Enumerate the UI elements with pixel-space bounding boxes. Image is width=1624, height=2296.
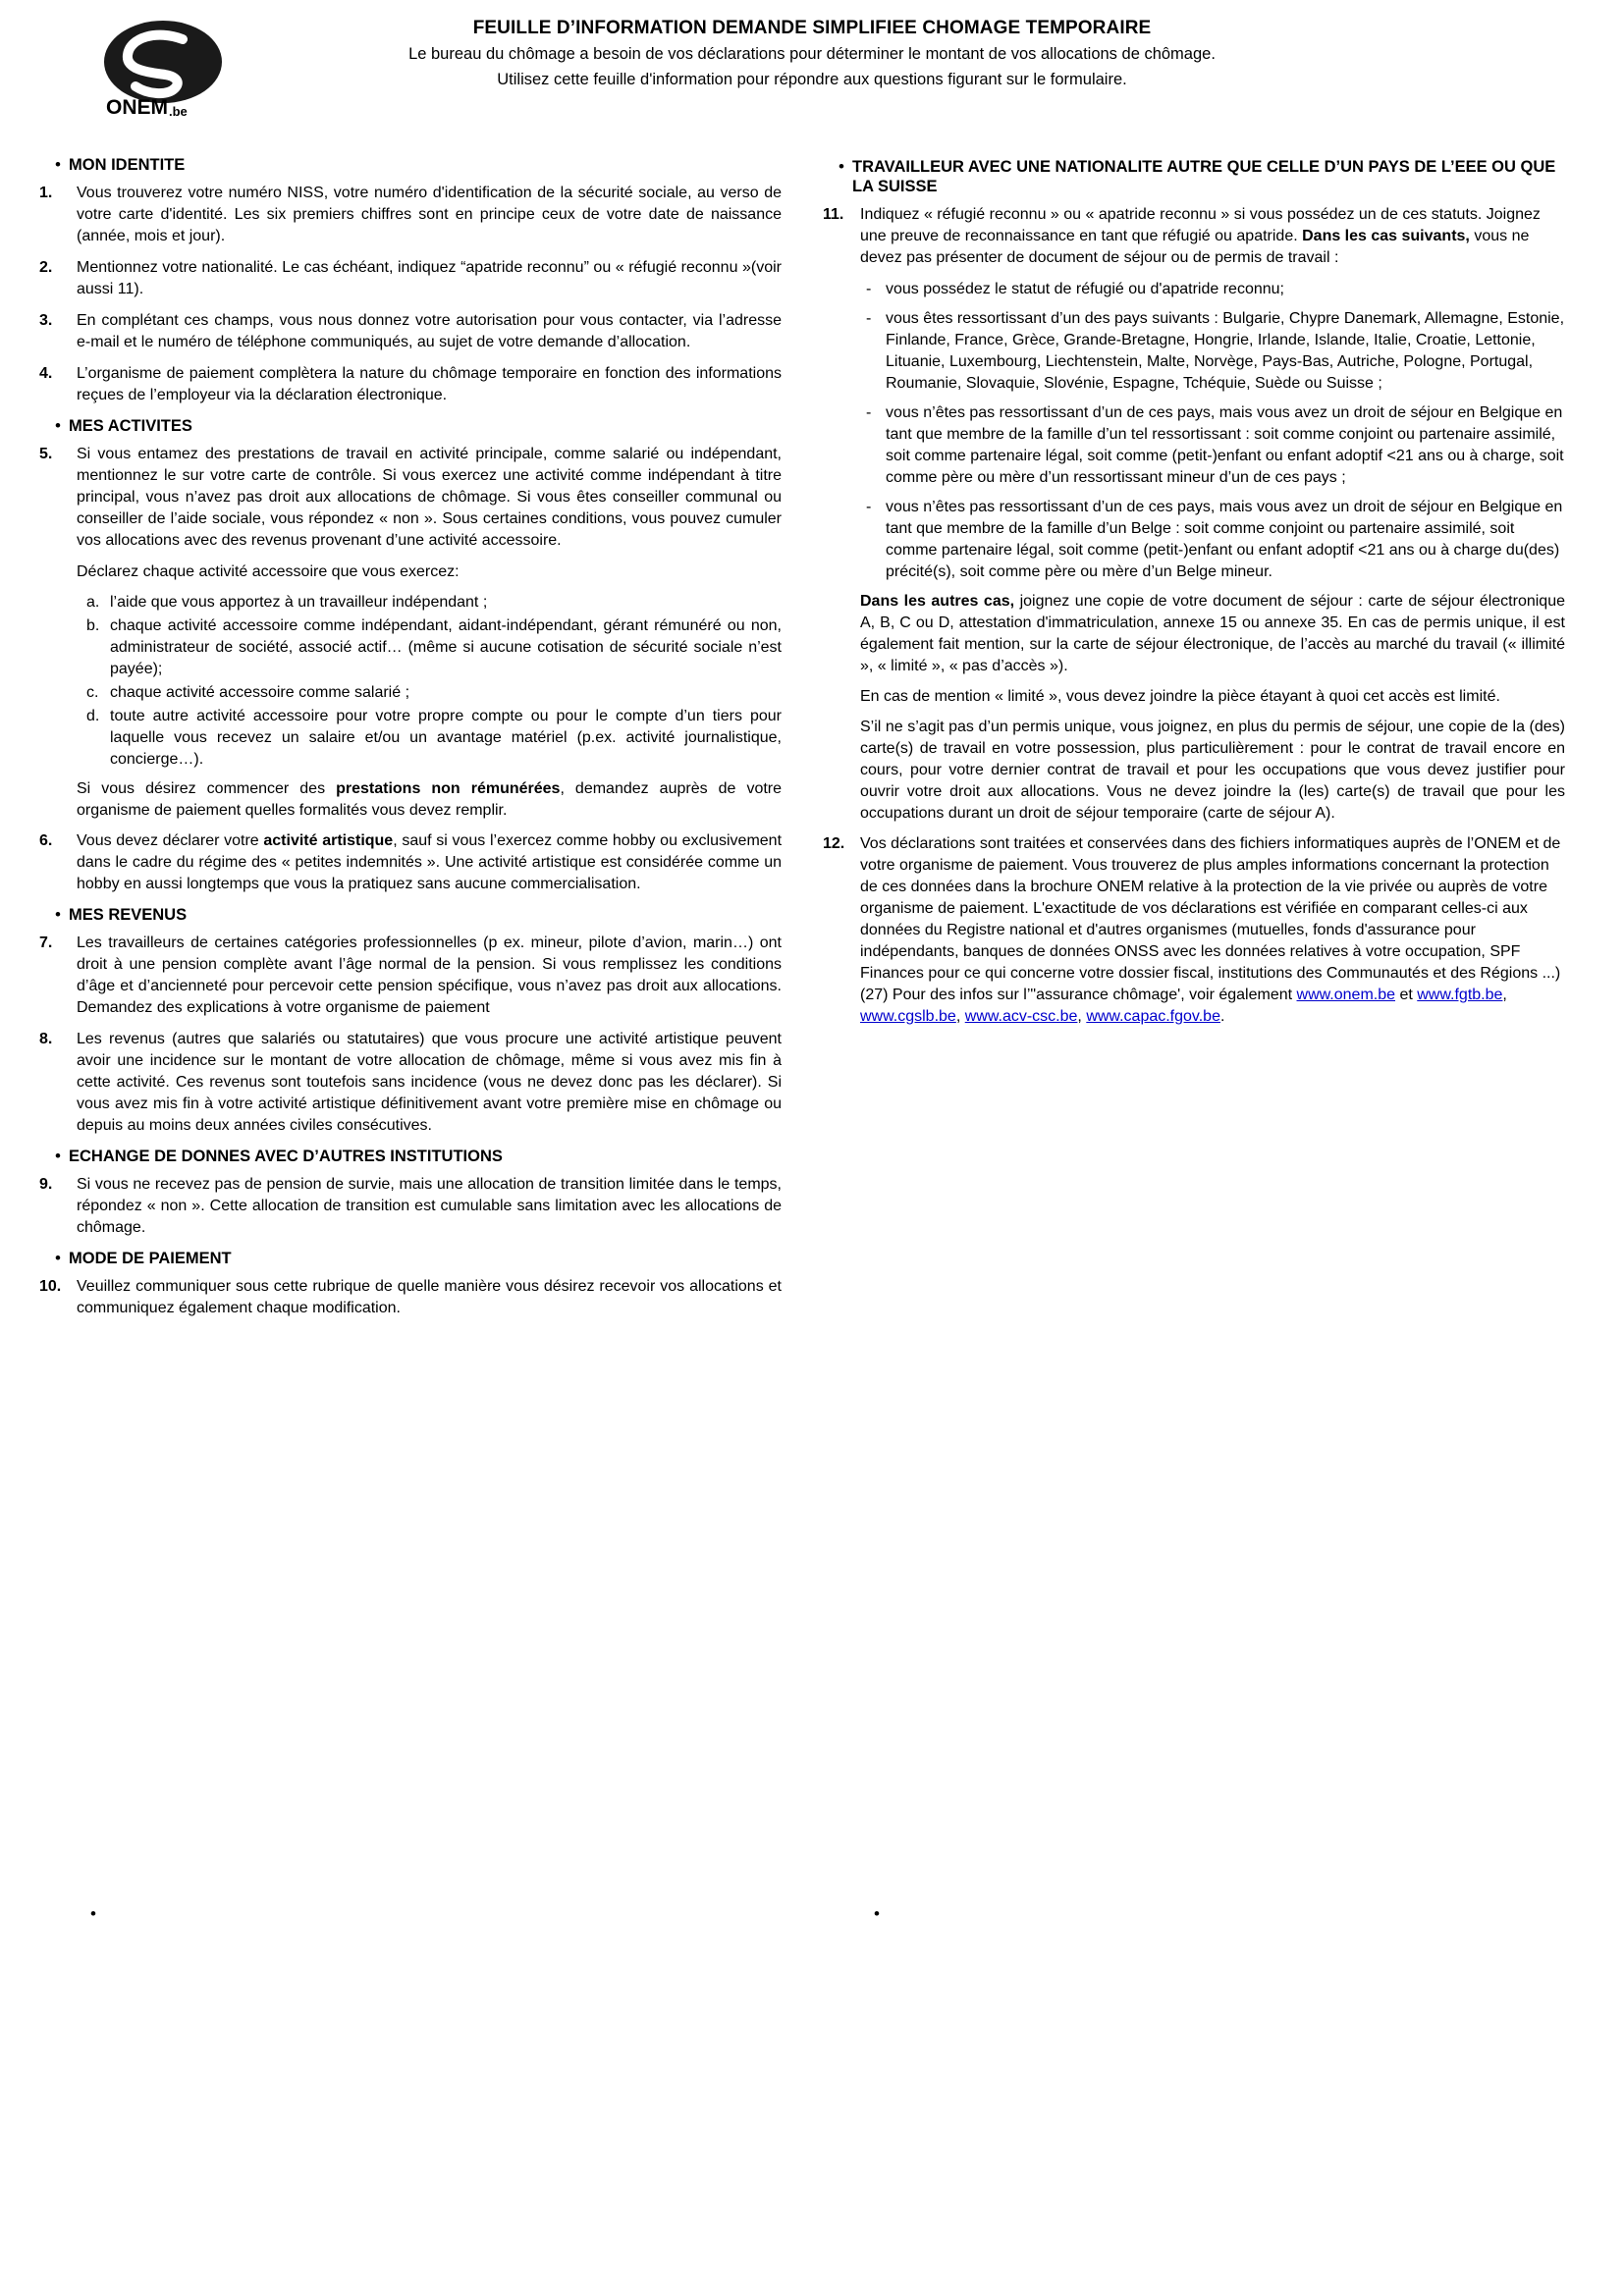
item5-tail-part1: Si vous désirez commencer des (77, 780, 337, 797)
right-column (817, 145, 1565, 1329)
item-number: 12. (823, 835, 845, 852)
section-heading-activities (33, 416, 782, 436)
svg-text:.be: .be (169, 104, 188, 119)
bullet-icon: • (55, 1147, 61, 1165)
section-activities-label: MES ACTIVITES (69, 417, 192, 435)
section-identity-label: MON IDENTITE (69, 156, 186, 174)
item11-dashlist (817, 279, 1565, 583)
list-item (77, 615, 782, 680)
footer-bullet-left: • (90, 1904, 96, 1923)
item-number: 10. (39, 1278, 62, 1295)
sep-4: . (1219, 1008, 1225, 1025)
list-item (33, 310, 782, 353)
header-subtitle-2: Utilisez cette feuille d'information pour répondre aux questions figurant sur le formulaire. (497, 71, 1127, 88)
item5-intro: Déclarez chaque activité accessoire que vous exercez: (77, 563, 460, 580)
section-revenus-label: MES REVENUS (69, 906, 188, 924)
dash-bullet: - (866, 310, 872, 327)
item5-tail (33, 778, 782, 822)
item-text: vous possédez le statut de réfugié ou d'apatride reconnu; (886, 281, 1284, 297)
item-text (77, 830, 782, 895)
list-item (33, 444, 782, 552)
dash-bullet: - (866, 499, 872, 515)
item-text: Si vous entamez des prestations de travail en activité principale, comme salarié ou indépendant, mentionnez le sur votre carte de contrôle. Si vous exercez une activité comme indépendant à titre principal, vous n’avez pas droit aux allocations de chômage. Si vous êtes conseiller communal ou conseiller de l’aide sociale, vous répondez « non ». Sous certaines conditions, vous pouvez cumuler vos allocations avec des revenus provenant d’une activité accessoire. (77, 446, 782, 549)
link-acv-csc[interactable]: www.acv-csc.be (964, 1008, 1078, 1025)
footer-bullets (33, 1904, 1591, 1924)
section-paiement-label: MODE DE PAIEMENT (69, 1250, 232, 1267)
para-permis-unique: S’il ne s’agit pas d’un permis unique, vous joignez, en plus du permis de séjour, une copie de la (des) carte(s) de travail en votre possession, plus particulièrement : pour le contrat de travail encore en cours, pour votre dernier contrat de travail et pour les occupations que vous devez justifier pour ouvrir votre droit aux allocations. Vous ne devez joindre la (les) carte(s) de travail que pour les occupations durant un droit de séjour temporaire (carte de séjour A). (860, 719, 1565, 822)
item-text: Vous trouverez votre numéro NISS, votre numéro d'identification de la sécurité sociale, au verso de votre carte d'identité. Les six premiers chiffres sont en principe ceux de votre date de naissance (année, mois et jour). (77, 185, 782, 244)
item-text: vous n’êtes pas ressortissant d’un de ces pays, mais vous avez un droit de séjour en Belgique en tant que membre de la famille d’un Belge : soit comme conjoint ou partenaire assimilé, soit comme partenaire légal, soit comme (petit-)enfant ou enfant adoptif <21 ans ou à charge du(des) précité(s), soit comme père ou mère d’un Belge mineur. (886, 499, 1563, 580)
header-subtitle-1: Le bureau du chômage a besoin de vos déclarations pour déterminer le montant de vos allocations de chômage. (408, 45, 1216, 63)
para-autres-bold: Dans les autres cas, (860, 593, 1015, 610)
item6-part1: Vous devez déclarer votre (77, 832, 264, 849)
item-text: Les travailleurs de certaines catégories professionnelles (p ex. mineur, pilote d’avion, marin…) ont droit à une pension complète avant l’âge normal de la pension. Si vous remplissez les conditions d’âge et d’ancienneté pour percevoir cette pension spécifique, vous n’avez pas droit aux allocations. Demandez des explications à votre organisme de paiement (77, 934, 782, 1016)
item11-part1: Indiquez « réfugié reconnu » ou « apatride reconnu » si vous possédez un de ces statuts. Joignez une preuve de reconnaissance en tant que réfugié ou apatride. (860, 206, 1541, 244)
item-label: d. (86, 708, 100, 724)
section-heading-paiement (33, 1249, 782, 1268)
dash-bullet: - (866, 404, 872, 421)
item-text (860, 833, 1565, 1028)
list-item (33, 933, 782, 1019)
dash-bullet: - (866, 281, 872, 297)
list-item (860, 402, 1565, 489)
list-item (860, 308, 1565, 395)
list-item (33, 830, 782, 895)
item-label: c. (86, 684, 99, 701)
item-text: Veuillez communiquer sous cette rubrique de quelle manière vous désirez recevoir vos allocations et communiquez également chaque modification. (77, 1278, 782, 1316)
bullet-icon: • (55, 416, 61, 435)
item5-tail-part2: , demandez auprès de votre organisme de paiement quelles formalités vous devez remplir. (77, 780, 783, 819)
item-number: 1. (39, 185, 53, 201)
list-item (817, 833, 1565, 1028)
item-text: En complétant ces champs, vous nous donnez votre autorisation pour vous contacter, via l’adresse e-mail et le numéro de téléphone communiqués, au sujet de votre demande d’allocation. (77, 312, 782, 350)
para-limite: En cas de mention « limité », vous devez joindre la pièce étayant à quoi cet accès est limité. (860, 688, 1500, 705)
item-number: 11. (823, 206, 844, 223)
item5-sublist (33, 592, 782, 771)
content-columns (33, 145, 1591, 1329)
item-text: Les revenus (autres que salariés ou statutaires) que vous procure une activité artistique peuvent avoir une incidence sur le montant de votre allocation de chômage, même si vous avez mis fin à cette activité. Ces revenus sont toutefois sans incidence (vous ne devez donc pas les déclarer). Si vous avez mis fin à votre activité artistique définitivement avant votre première mise en chômage ou depuis au moins deux années civiles consécutives. (77, 1031, 782, 1134)
para-autres-cas (817, 591, 1565, 677)
section-nationalite-label: TRAVAILLEUR AVEC UNE NATIONALITE AUTRE QUE CELLE D’UN PAYS DE L’EEE OU QUE LA SUISSE (852, 158, 1556, 195)
item-number: 8. (39, 1031, 53, 1047)
item-text: Si vous ne recevez pas de pension de survie, mais une allocation de transition limitée dans le temps, répondez « non ». Cette allocation de transition est cumulable sans limitation avec les allocations de chômage. (77, 1176, 782, 1236)
sep-2: , (955, 1008, 965, 1025)
section-heading-revenus (33, 905, 782, 925)
item-text: l’aide que vous apportez à un travailleur indépendant ; (110, 594, 488, 611)
sep-1: , (1502, 987, 1507, 1003)
section-echange-label: ECHANGE DE DONNES AVEC D’AUTRES INSTITUTIONS (69, 1148, 503, 1165)
left-column (33, 145, 782, 1329)
list-item (860, 497, 1565, 583)
item11-bold: Dans les cas suivants, (1302, 228, 1470, 244)
item-label: b. (86, 617, 100, 634)
link-capac[interactable]: www.capac.fgov.be (1086, 1008, 1220, 1025)
svg-text:ONEM: ONEM (106, 96, 168, 119)
section-heading-identity (33, 155, 782, 175)
item-text: Mentionnez votre nationalité. Le cas échéant, indiquez “apatride reconnu” ou « réfugié reconnu »(voir aussi 11). (77, 259, 782, 297)
item6-bold: activité artistique (263, 832, 394, 849)
bullet-icon: • (55, 1249, 61, 1267)
sep-3: , (1077, 1008, 1087, 1025)
list-item (33, 363, 782, 406)
item12-and: et (1395, 987, 1418, 1003)
item-text: L’organisme de paiement complètera la nature du chômage temporaire en fonction des informations reçues de l’employeur via la déclaration électronique. (77, 365, 782, 403)
onem-logo (92, 18, 249, 126)
link-fgtb[interactable]: www.fgtb.be (1417, 987, 1503, 1003)
item12-text: Vos déclarations sont traitées et conservées dans des fichiers informatiques auprès de l’ONEM et de votre organisme de paiement. Vous trouverez de plus amples informations concernant la protection de ces données dans la brochure ONEM relative à la protection de la vie privée ou auprès de votre organisme de paiement. L'exactitude de vos déclarations est vérifiée en comparant celles-ci aux données du Registre national et d'autres organismes (mutuelles, fonds d'assurance pour indépendants, banques de données ONSS avec les données relatives à votre occupation, SPF Finances pour ce qui concerne votre dossier fiscal, institutions des Communautés et des Régions ...) (27) Pour des infos sur l’"assurance chômage', voir également (860, 835, 1561, 1003)
item-text: toute autre activité accessoire pour votre propre compte ou pour le compte d’un tiers pour laquelle vous recevez un salaire et/ou un avantage matériel (p.ex. activité journalistique, concierge…). (110, 708, 782, 768)
item-number: 2. (39, 259, 53, 276)
link-cgslb[interactable]: www.cgslb.be (860, 1008, 956, 1025)
para-autres-text: joignez une copie de votre document de séjour : carte de séjour électronique A, B, C ou D, attestation d'immatriculation, annexe 15 ou annexe 35. En cas de permis unique, il est également fait mention, sur la carte de séjour électronique, de l’accès au marché du travail (« illimité », « limité », « pas d’accès »). (860, 593, 1565, 674)
page-title: FEUILLE D’INFORMATION DEMANDE SIMPLIFIEE CHOMAGE TEMPORAIRE (472, 18, 1152, 38)
bullet-icon: • (55, 905, 61, 924)
item-text (860, 204, 1565, 269)
list-item (77, 706, 782, 771)
list-item (33, 183, 782, 247)
list-item (860, 279, 1565, 300)
section-heading-echange (33, 1147, 782, 1166)
item-number: 3. (39, 312, 53, 329)
item5-tail-bold: prestations non rémunérées (336, 780, 561, 797)
footer-bullet-right: • (874, 1904, 880, 1923)
item-text: vous êtes ressortissant d’un des pays suivants : Bulgarie, Chypre Danemark, Allemagne, Estonie, Finlande, France, Grèce, Grande-Bretagne, Hongrie, Irlande, Islande, Italie, Croatie, Lettonie, Lituanie, Luxembourg, Liechtenstein, Malte, Norvège, Pays-Bas, Autriche, Pologne, Portugal, Roumanie, Slovaquie, Slovénie, Espagne, Tchéquie, Suède ou Suisse ; (886, 310, 1565, 392)
item-number: 5. (39, 446, 53, 462)
bullet-icon: • (839, 157, 844, 176)
list-item (33, 1276, 782, 1319)
item-number: 7. (39, 934, 53, 951)
document-header (33, 14, 1591, 132)
list-item (77, 682, 782, 704)
link-onem[interactable]: www.onem.be (1296, 987, 1396, 1003)
list-item (77, 592, 782, 614)
item-number: 4. (39, 365, 53, 382)
item-text: vous n’êtes pas ressortissant d’un de ces pays, mais vous avez un droit de séjour en Belgique en tant que membre de la famille d’un tel ressortissant : soit comme conjoint ou partenaire assimilé, soit comme partenaire légal, soit comme (petit-)enfant ou enfant adoptif <21 ans ou à charge, soit comme père ou mère d’un ressortissant mineur d’un de ces pays ; (886, 404, 1564, 486)
item-text: chaque activité accessoire comme salarié ; (110, 684, 410, 701)
section-heading-nationalite (817, 157, 1565, 196)
list-item (33, 1029, 782, 1137)
item-label: a. (86, 594, 100, 611)
list-item (33, 257, 782, 300)
bullet-icon: • (55, 155, 61, 174)
list-item (817, 204, 1565, 269)
list-item (33, 1174, 782, 1239)
item-number: 9. (39, 1176, 53, 1193)
item11-part2: vous ne devez pas présenter de document de séjour ou de permis de travail : (860, 228, 1530, 266)
item6-part2: , sauf si vous l’exercez comme hobby ou exclusivement dans le cadre du régime des « petites indemnités ». Une activité artistique est considérée comme un hobby en aussi longtemps que vous la pratiquez sans aucune commercialisation. (77, 832, 783, 892)
item-number: 6. (39, 832, 53, 849)
item-text: chaque activité accessoire comme indépendant, aidant-indépendant, gérant rémunéré ou non, administrateur de société, associé actif… (même si aucune cotisation de sécurité sociale n’est payée); (110, 617, 782, 677)
